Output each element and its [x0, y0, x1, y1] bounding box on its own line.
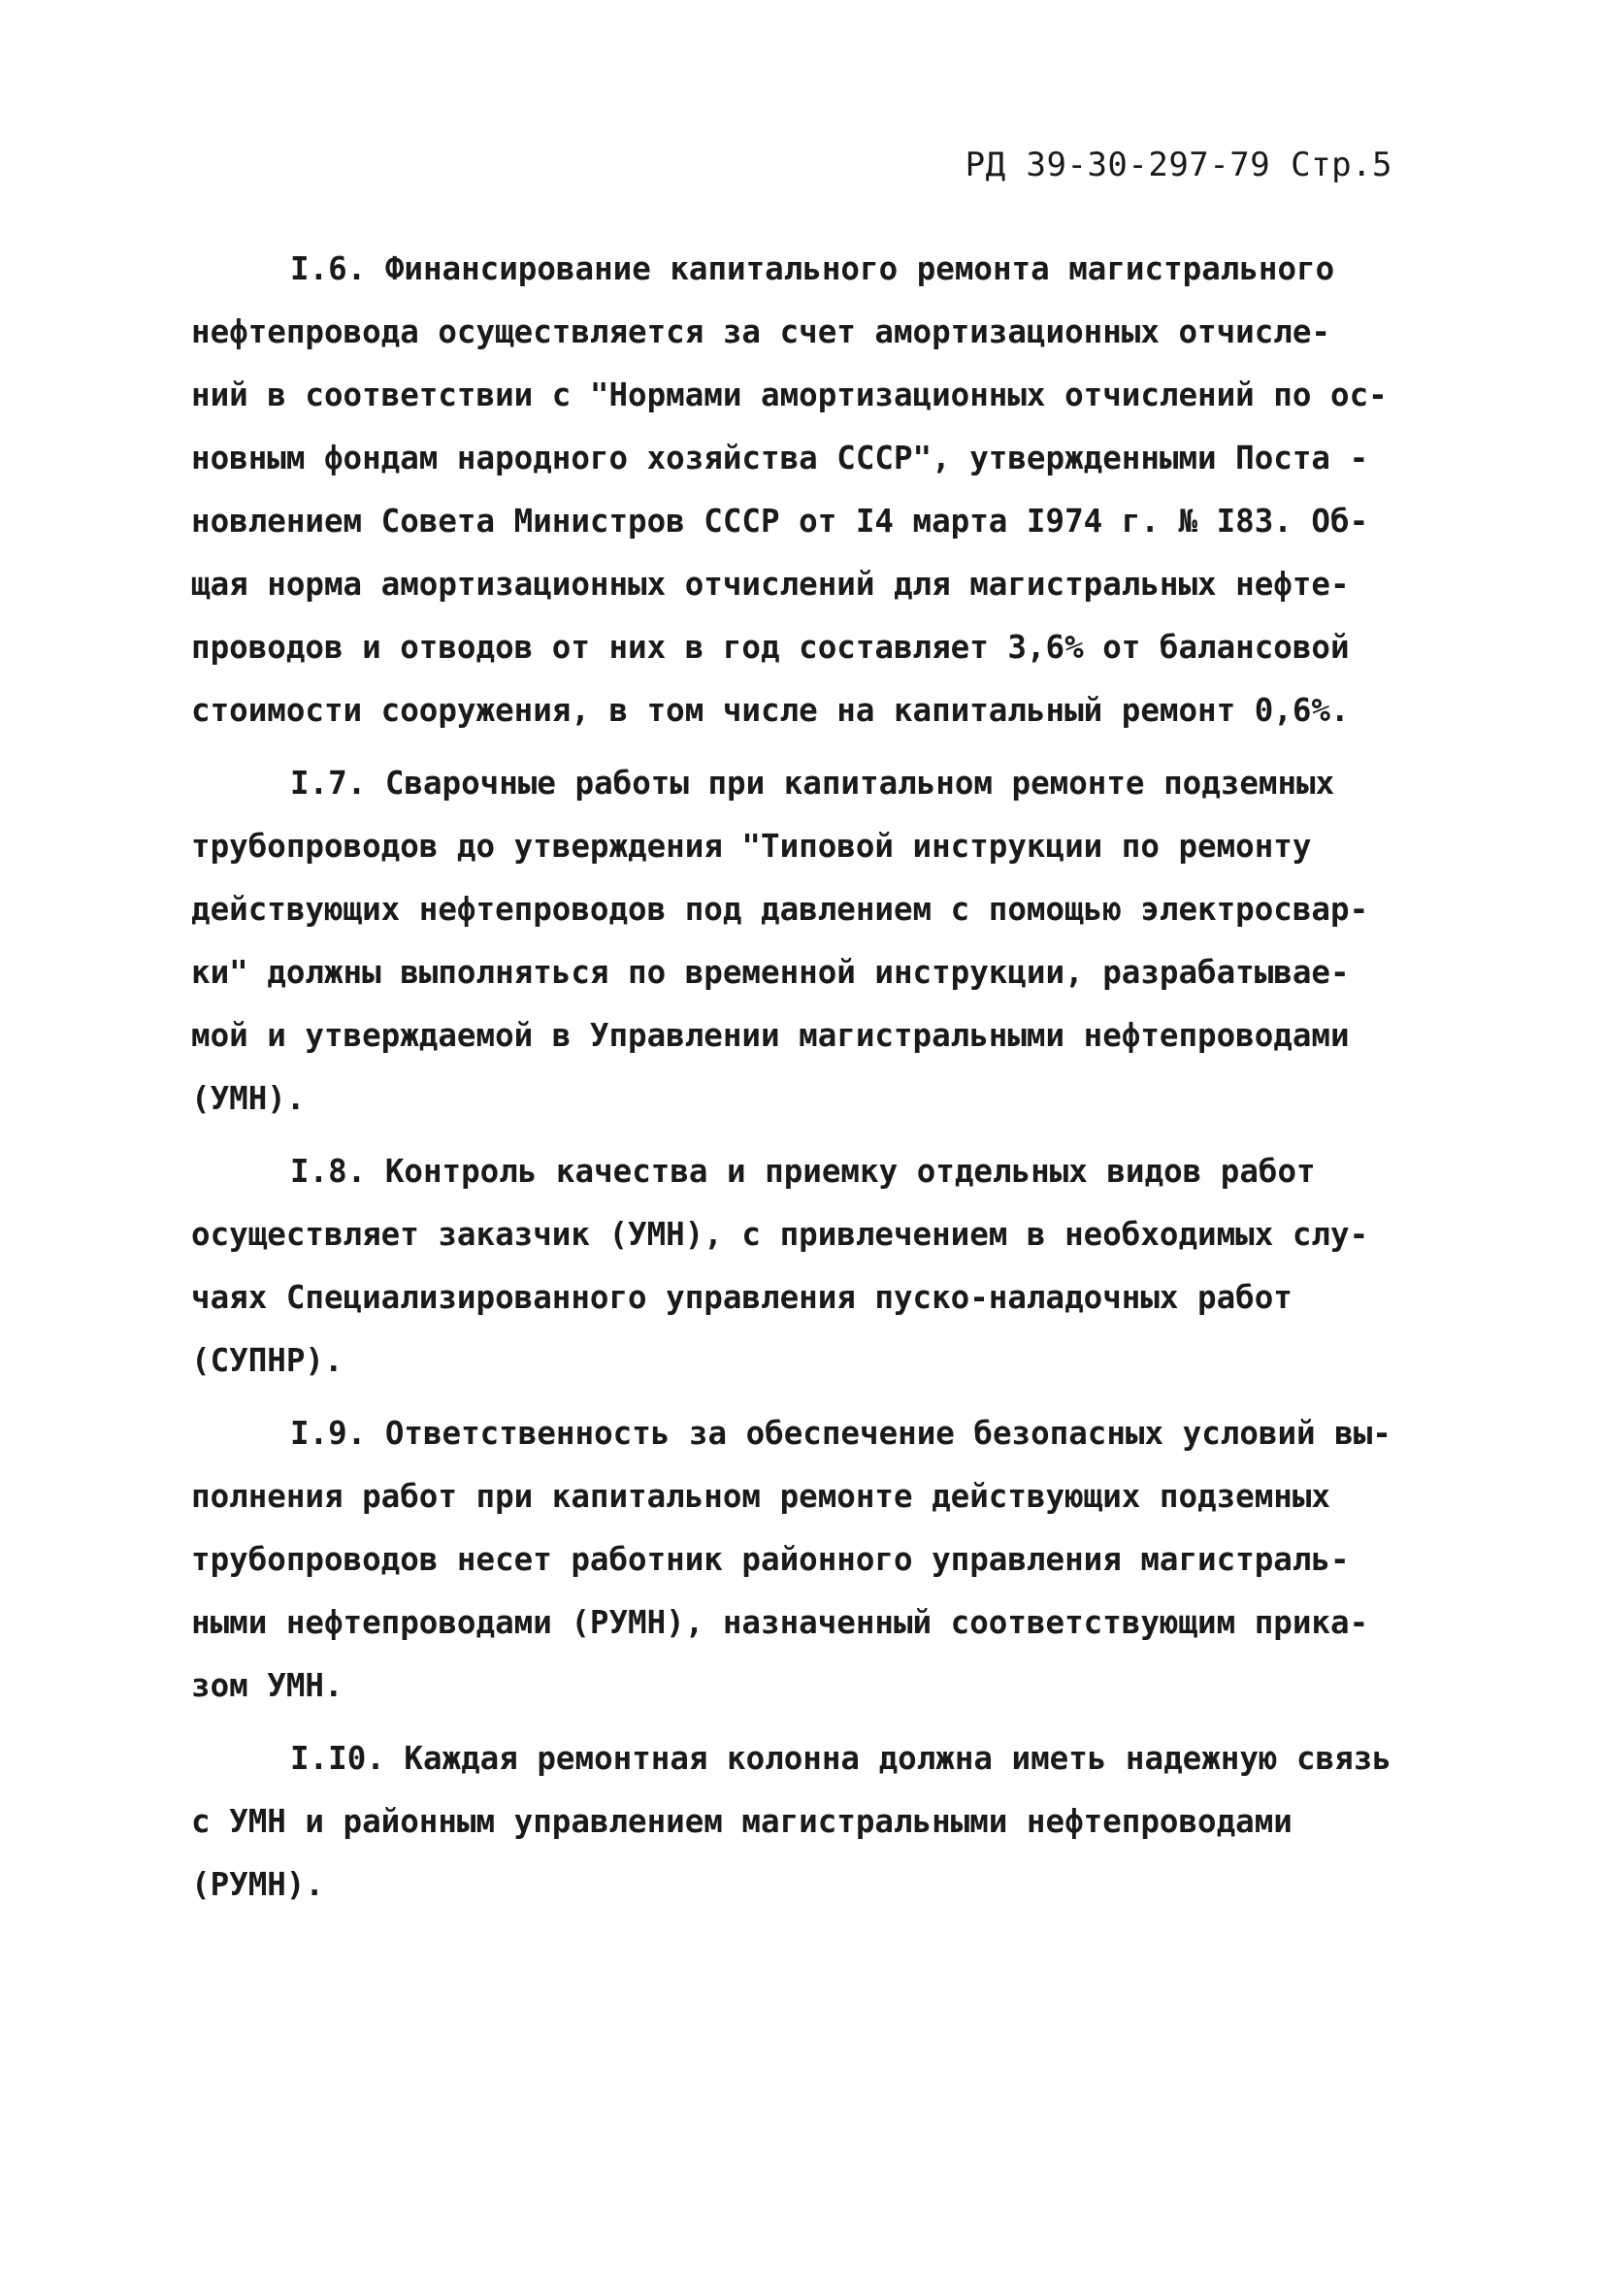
- text-line: стоимости сооружения, в том числе на капитальный ремонт 0,6%.: [191, 692, 1350, 729]
- paragraph-1-8: [191, 1140, 1428, 1393]
- text-line: действующих нефтепроводов под давлением с помощью электросвар-: [191, 891, 1369, 928]
- text-line: проводов и отводов от них в год составляет 3,6% от балансовой: [191, 629, 1350, 666]
- document-body: [191, 238, 1428, 1926]
- paragraph-1-9: [191, 1402, 1428, 1718]
- paragraph-1-7: [191, 752, 1428, 1131]
- text-line: новным фондам народного хозяйства СССР", утвержденными Поста -: [191, 440, 1369, 476]
- text-line: осуществляет заказчик (УМН), с привлечением в необходимых слу-: [191, 1216, 1369, 1253]
- paragraph-1-10: [191, 1727, 1428, 1917]
- page-header-doc-ref: РД 39-30-297-79 Стр.5: [965, 146, 1392, 184]
- text-line: чаях Специализированного управления пуско-наладочных работ: [191, 1279, 1293, 1316]
- text-line: трубопроводов несет работник районного управления магистраль-: [191, 1541, 1350, 1578]
- text-line: щая норма амортизационных отчислений для магистральных нефте-: [191, 566, 1350, 603]
- text-line: ными нефтепроводами (РУМН), назначенный соответствующим прика-: [191, 1604, 1369, 1641]
- text-line: ний в соответствии с "Нормами амортизационных отчислений по ос-: [191, 377, 1388, 413]
- text-line: трубопроводов до утверждения "Типовой инструкции по ремонту: [191, 828, 1312, 865]
- text-line: I.6. Финансирование капитального ремонта магистрального: [290, 250, 1335, 287]
- text-line: I.I0. Каждая ремонтная колонна должна иметь надежную связь: [290, 1740, 1391, 1777]
- text-line: (УМН).: [191, 1080, 306, 1117]
- paragraph-1-6: [191, 238, 1428, 742]
- text-line: I.8. Контроль качества и приемку отдельных видов работ: [290, 1153, 1316, 1190]
- text-line: (СУПНР).: [191, 1342, 344, 1379]
- text-line: (РУМН).: [191, 1866, 324, 1903]
- text-line: мой и утверждаемой в Управлении магистральными нефтепроводами: [191, 1017, 1350, 1054]
- text-line: с УМН и районным управлением магистральными нефтепроводами: [191, 1803, 1293, 1840]
- text-line: ки" должны выполняться по временной инструкции, разрабатывае-: [191, 954, 1350, 991]
- text-line: зом УМН.: [191, 1667, 344, 1704]
- text-line: I.9. Ответственность за обеспечение безопасных условий вы-: [290, 1415, 1391, 1452]
- text-line: нефтепровода осуществляется за счет амортизационных отчисле-: [191, 313, 1330, 350]
- text-line: новлением Совета Министров СССР от I4 марта I974 г. № I83. Об-: [191, 503, 1369, 540]
- text-line: I.7. Сварочные работы при капитальном ремонте подземных: [290, 765, 1335, 802]
- text-line: полнения работ при капитальном ремонте действующих подземных: [191, 1478, 1330, 1515]
